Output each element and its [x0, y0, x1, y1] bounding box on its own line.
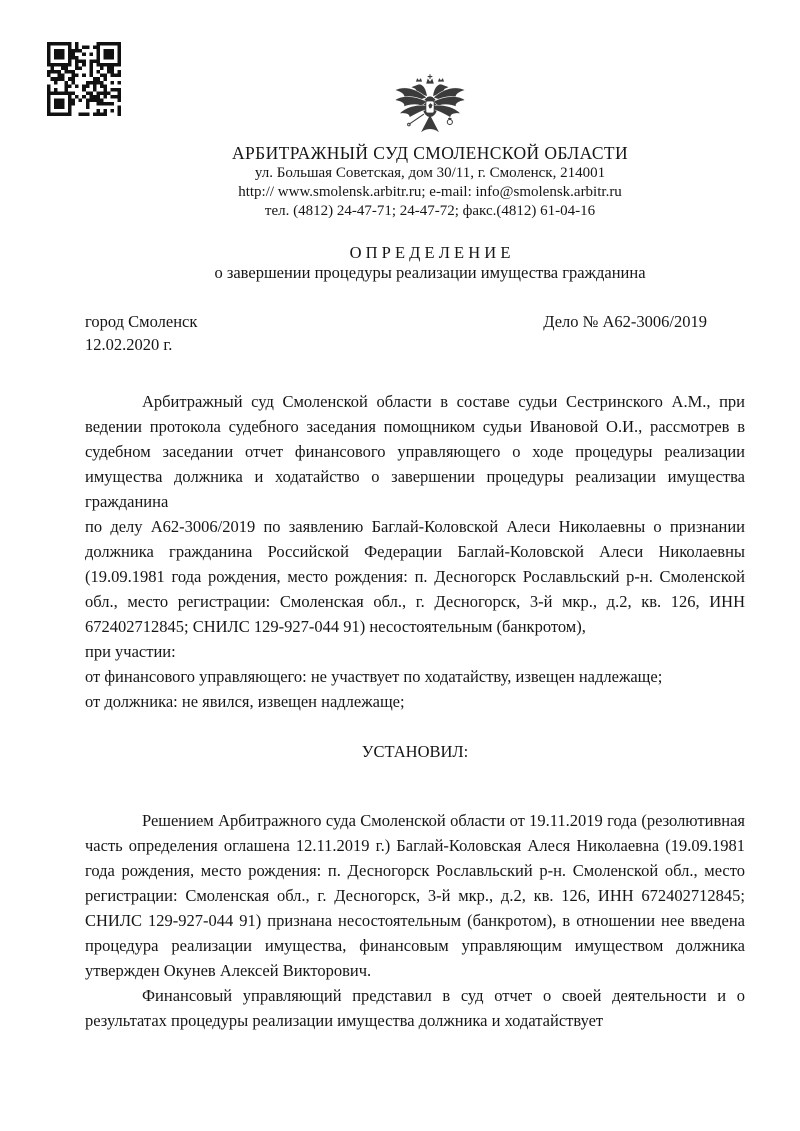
- paragraph-court-composition: Арбитражный суд Смоленской области в составе судьи Сестринского А.М., при ведении протокола судебного заседания помощником судьи Ивановой О.И., рассмотрев в судебном заседании отчет финансового управляющего о ходе процедуры реализации имущества должника и ходатайство о завершении процедуры реализации имущества гражданина: [85, 392, 745, 511]
- court-name: АРБИТРАЖНЫЙ СУД СМОЛЕНСКОЙ ОБЛАСТИ: [231, 143, 629, 163]
- case-meta: [85, 310, 745, 356]
- document-subtitle: о завершении процедуры реализации имущества гражданина: [214, 263, 646, 282]
- ruling-heading: УСТАНОВИЛ:: [361, 742, 469, 761]
- paragraph-financial-manager-attendance: от финансового управляющего: не участвует по ходатайству, извещен надлежаще;: [85, 667, 663, 686]
- court-website-email: http:// www.smolensk.arbitr.ru; e-mail: info@smolensk.arbitr.ru: [238, 184, 622, 200]
- document-text: [85, 389, 745, 1033]
- document-body-column: [85, 0, 775, 1033]
- court-phone-fax: тел. (4812) 24-47-71; 24-47-72; факс.(4812) 61-04-16: [264, 203, 596, 219]
- paragraph-manager-report: Финансовый управляющий представил в суд отчет о своей деятельности и о результатах процедуры реализации имущества должника и ходатайствует: [85, 986, 745, 1030]
- court-address: ул. Большая Советская, дом 30/11, г. Смоленск, 214001: [254, 165, 606, 181]
- document-title: О П Р Е Д Е Л Е Н И Е: [349, 243, 511, 262]
- paragraph-case-subject: по делу А62-3006/2019 по заявлению Баглай-Коловской Алеси Николаевны о признании должника гражданина Российской Федерации Баглай-Коловской Алеси Николаевны (19.09.1981 года рождения, место рождения: п. Десногорск Рославльский р-н. Смоленской обл., место регистрации: Смоленская обл., г. Десногорск, 3-й мкр., д.2, кв. 126, ИНН 672402712845; СНИЛС 129-927-044 91) несостоятельным (банкротом),: [85, 517, 745, 636]
- paragraph-attendance-label: при участии:: [85, 642, 176, 661]
- case-number: Дело № А62-3006/2019: [543, 312, 707, 331]
- document-date: 12.02.2020 г.: [85, 335, 173, 354]
- paragraph-decision-facts: Решением Арбитражного суда Смоленской области от 19.11.2019 года (резолютивная часть определения оглашена 12.11.2019 г.) Баглай-Коловская Алеся Николаевна (19.09.1981 года рождения, место рождения: п. Десногорск Рославльский р-н. Смоленской обл., место регистрации: Смоленская обл., г. Десногорск, 3-й мкр., д.2, кв. 126, ИНН 672402712845; СНИЛС 129-927-044 91) признана несостоятельным (банкротом), в отношении нее введена процедура реализации имущества, финансовым управляющим имуществом должника утвержден Окунев Алексей Викторович.: [85, 811, 745, 980]
- city-label: город Смоленск: [85, 312, 198, 331]
- paragraph-debtor-attendance: от должника: не явился, извещен надлежаще;: [85, 692, 405, 711]
- coat-of-arms-icon: [391, 74, 469, 138]
